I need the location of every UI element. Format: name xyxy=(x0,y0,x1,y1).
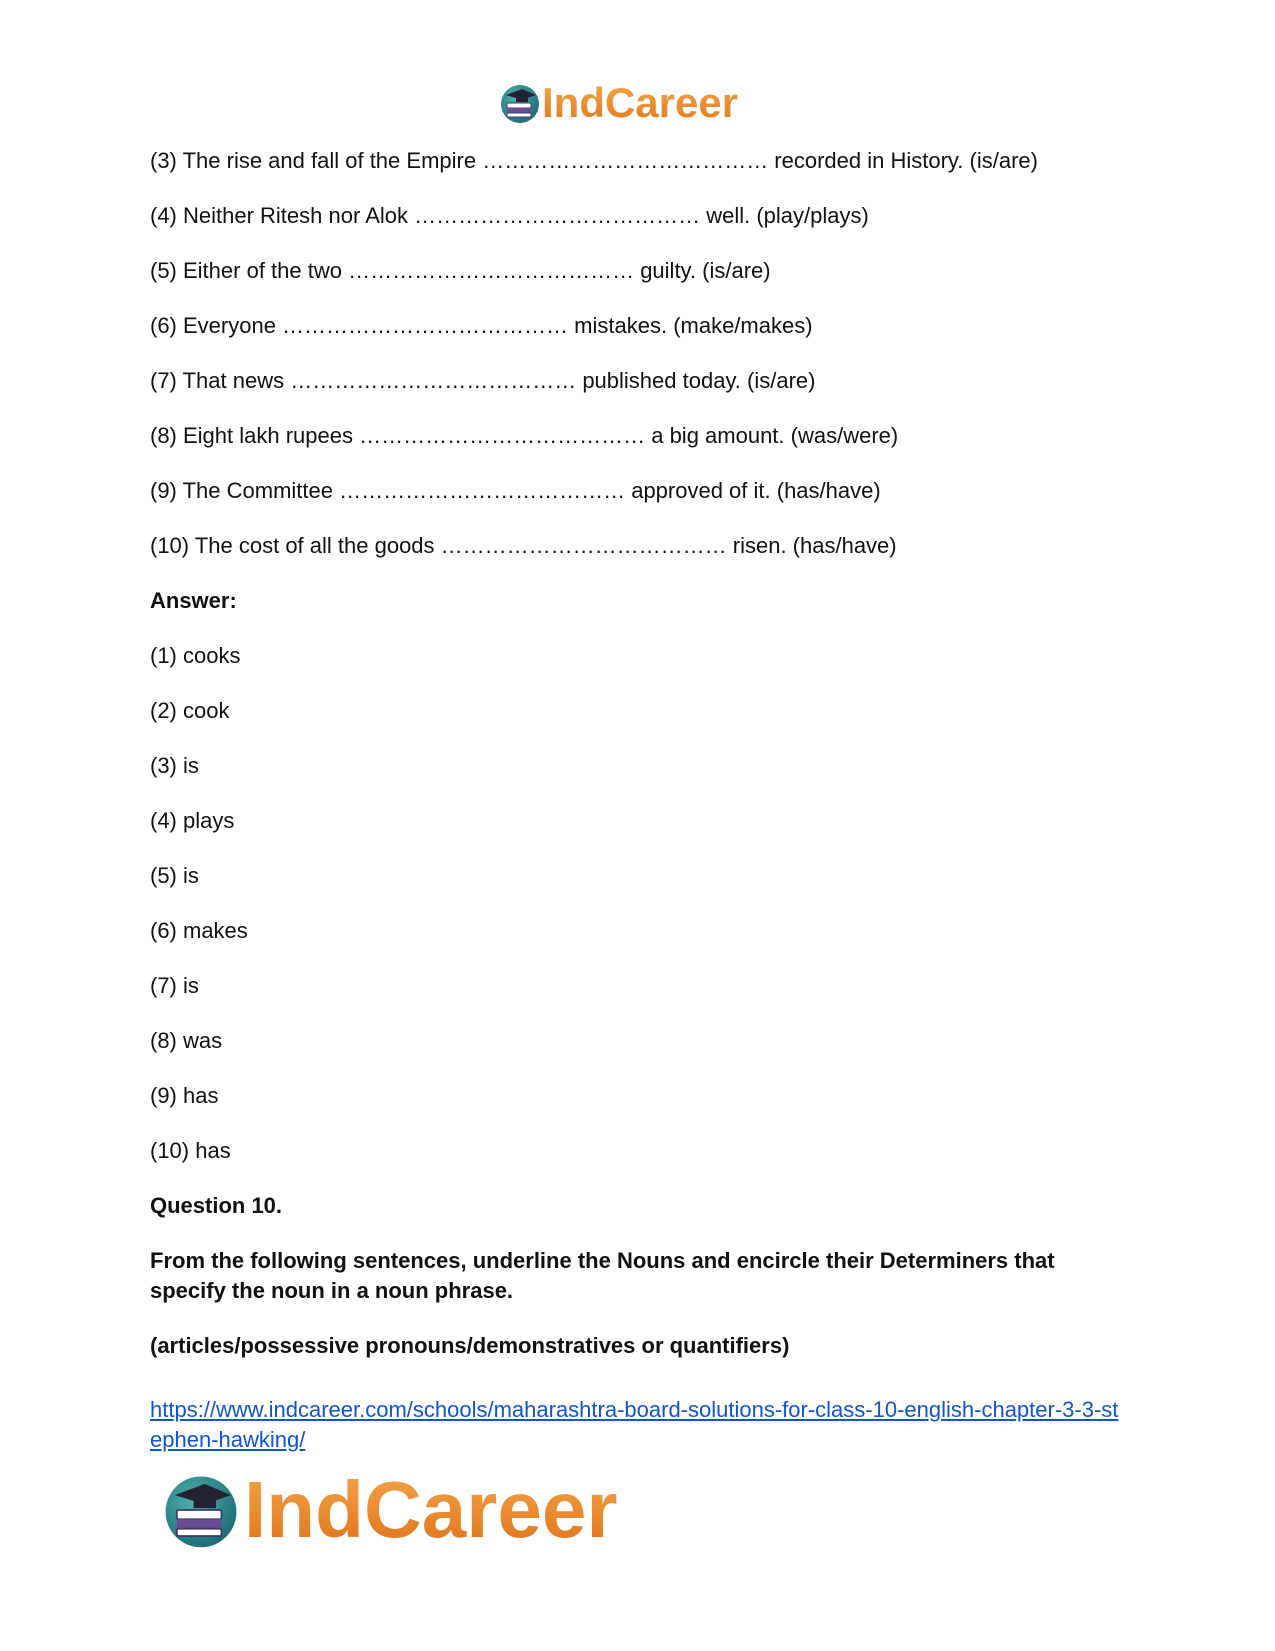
graduation-book-icon xyxy=(160,1469,242,1551)
answer-heading: Answer: xyxy=(150,588,237,613)
answer-item: (1) cooks xyxy=(150,643,241,668)
answer-item: (7) is xyxy=(150,973,199,998)
logo-wordmark: IndCareer xyxy=(244,1465,618,1554)
source-link[interactable]: https://www.indcareer.com/schools/maharashtra-board-solutions-for-class-10-english-chapter-3-3-stephen-hawking/ xyxy=(150,1397,1119,1452)
answer-item: (3) is xyxy=(150,753,199,778)
question-heading: Question 10. xyxy=(150,1193,283,1218)
question-item: (9) The Committee ………………………………… approved of it. (has/have) xyxy=(150,478,881,503)
question-item: (4) Neither Ritesh nor Alok ………………………………… well. (play/plays) xyxy=(150,203,869,228)
graduation-book-icon xyxy=(498,81,542,125)
question-instruction: From the following sentences, underline the Nouns and encircle their Determiners that specify the noun in a noun phrase. xyxy=(150,1248,1055,1303)
document-body xyxy=(150,146,1150,1386)
question-item: (6) Everyone ………………………………… mistakes. (make/makes) xyxy=(150,313,813,338)
answer-item: (9) has xyxy=(150,1083,219,1108)
header-logo xyxy=(498,78,778,128)
question-item: (10) The cost of all the goods ………………………………… risen. (has/have) xyxy=(150,533,897,558)
answer-item: (2) cook xyxy=(150,698,230,723)
question-item: (3) The rise and fall of the Empire ………………………………… recorded in History. (is/are) xyxy=(150,148,1038,173)
question-note: (articles/possessive pronouns/demonstratives or quantifiers) xyxy=(150,1333,790,1358)
answer-item: (6) makes xyxy=(150,918,248,943)
question-item: (8) Eight lakh rupees ………………………………… a big amount. (was/were) xyxy=(150,423,899,448)
question-item: (7) That news ………………………………… published today. (is/are) xyxy=(150,368,816,393)
answer-item: (5) is xyxy=(150,863,199,888)
answer-item: (10) has xyxy=(150,1138,231,1163)
logo-wordmark: IndCareer xyxy=(542,79,739,126)
question-item: (5) Either of the two ………………………………… guilty. (is/are) xyxy=(150,258,771,283)
footer-logo xyxy=(160,1465,700,1555)
answer-item: (4) plays xyxy=(150,808,235,833)
answer-item: (8) was xyxy=(150,1028,223,1053)
